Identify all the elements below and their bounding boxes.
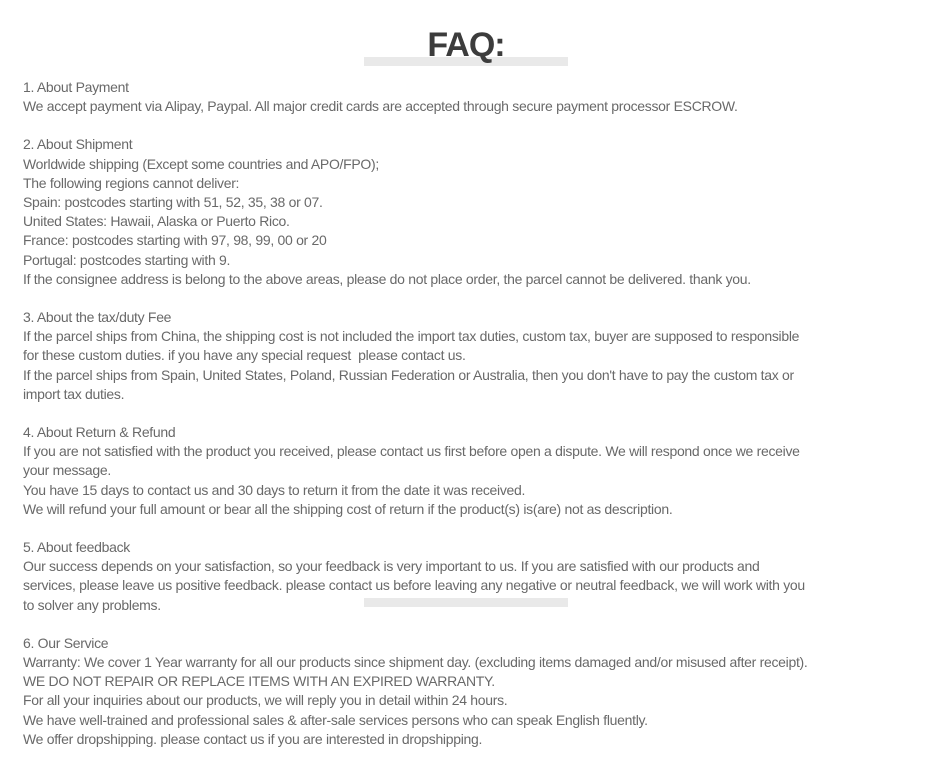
faq-text-line: to solver any problems. bbox=[23, 596, 161, 613]
faq-text-line: For all your inquiries about our products, we will reply you in detail within 24 hours. bbox=[23, 692, 508, 709]
faq-text-line: If the parcel ships from Spain, United States, Poland, Russian Federation or Australia, then you don't have to pay the custom tax or bbox=[23, 366, 794, 383]
faq-text-line: services, please leave us positive feedback. please contact us before leaving any negative or neutral feedback, we will work with you bbox=[23, 577, 805, 594]
faq-text-line: Our success depends on your satisfaction, so your feedback is very important to us. If you are satisfied with our products and bbox=[23, 558, 760, 575]
faq-text-line: We offer dropshipping. please contact us if you are interested in dropshipping. bbox=[23, 730, 483, 747]
faq-text-line: If you are not satisfied with the product you received, please contact us first before open a dispute. We will respond once we receive bbox=[23, 443, 800, 460]
faq-text-line: import tax duties. bbox=[23, 385, 125, 402]
faq-text-line: Worldwide shipping (Except some countries and APO/FPO); bbox=[23, 155, 379, 172]
faq-text-line: If the parcel ships from China, the shipping cost is not included the import tax duties, custom tax, buyer are supposed to responsible bbox=[23, 328, 800, 345]
faq-text-line: If the consignee address is belong to the above areas, please do not place order, the parcel cannot be delivered. thank you. bbox=[23, 270, 751, 287]
faq-text-line: You have 15 days to contact us and 30 days to return it from the date it was received. bbox=[23, 481, 526, 498]
page-title: FAQ: bbox=[427, 26, 505, 64]
section-heading: 5. About feedback bbox=[23, 539, 130, 556]
faq-text-line: The following regions cannot deliver: bbox=[23, 174, 240, 191]
faq-section-shipment bbox=[0, 135, 932, 289]
faq-text-line: WE DO NOT REPAIR OR REPLACE ITEMS WITH AN EXPIRED WARRANTY. bbox=[23, 673, 495, 690]
faq-section-payment bbox=[0, 78, 932, 116]
faq-section-tax-duty bbox=[0, 308, 932, 404]
faq-text-line: for these custom duties. if you have any special request please contact us. bbox=[23, 347, 466, 364]
section-heading: 2. About Shipment bbox=[23, 136, 133, 153]
section-heading: 6. Our Service bbox=[23, 634, 109, 651]
faq-text-line: France: postcodes starting with 97, 98, 99, 00 or 20 bbox=[23, 232, 327, 249]
section-heading: 4. About Return & Refund bbox=[23, 424, 176, 441]
faq-text-line: Warranty: We cover 1 Year warranty for all our products since shipment day. (excluding items damaged and/or misused after receipt). bbox=[23, 654, 808, 671]
faq-text-line: We will refund your full amount or bear all the shipping cost of return if the product(s) is(are) not as description. bbox=[23, 500, 673, 517]
faq-text-line: We accept payment via Alipay, Paypal. All major credit cards are accepted through secure payment processor ESCROW. bbox=[23, 98, 738, 115]
faq-text-line: Portugal: postcodes starting with 9. bbox=[23, 251, 231, 268]
faq-section-return-refund bbox=[0, 423, 932, 519]
section-heading: 1. About Payment bbox=[23, 79, 129, 95]
faq-section-feedback bbox=[0, 538, 932, 615]
faq-text-line: We have well-trained and professional sales & after-sale services persons who can speak English fluently. bbox=[23, 711, 648, 728]
faq-text-line: your message. bbox=[23, 462, 111, 479]
faq-text-line: United States: Hawaii, Alaska or Puerto Rico. bbox=[23, 213, 290, 230]
faq-text-line: Spain: postcodes starting with 51, 52, 35, 38 or 07. bbox=[23, 194, 323, 211]
faq-section-our-service bbox=[0, 634, 932, 749]
section-heading: 3. About the tax/duty Fee bbox=[23, 309, 172, 326]
